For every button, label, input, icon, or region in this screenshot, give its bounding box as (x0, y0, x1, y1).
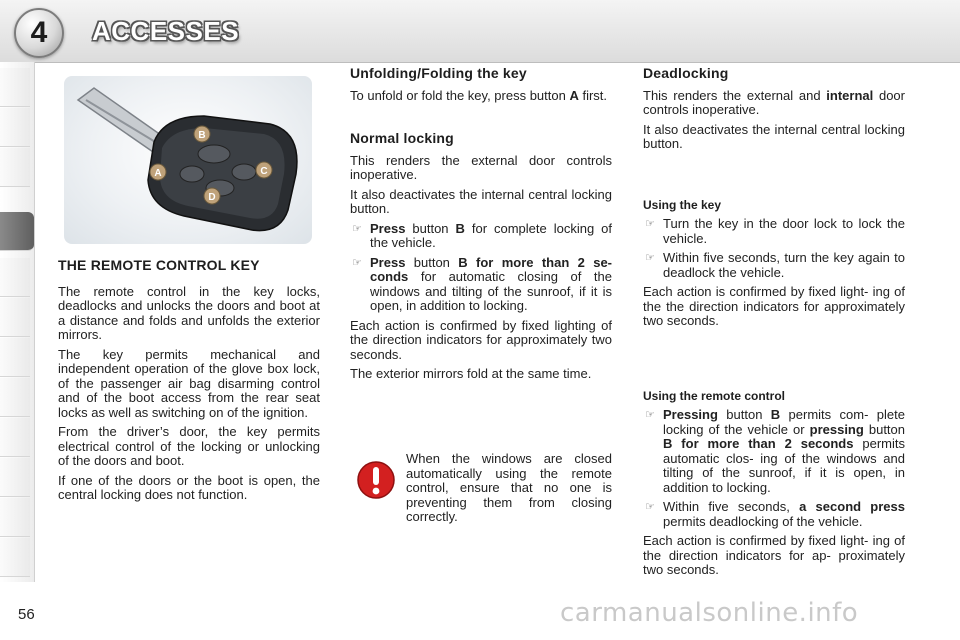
key-blade-groove (86, 100, 162, 146)
bullet-item (643, 217, 905, 246)
normal-locking-heading: Normal locking (350, 130, 454, 146)
bold-text: B (455, 220, 465, 236)
paragraph: It also deactivates the internal central locking button. (643, 121, 905, 151)
bold-text: B for more than 2 seconds (663, 436, 854, 451)
using-key-heading: Using the key (643, 197, 722, 212)
warning-note (350, 452, 612, 522)
bullet-item (350, 222, 612, 251)
chapter-tab[interactable] (0, 338, 30, 377)
bold-text: Press (370, 220, 406, 236)
chapter-tab[interactable] (0, 68, 30, 107)
paragraph: The key permits mechanical and independent operation of the glove box lock, of the passenger air bag disarming control and of the boot access from the rear seat locks as well as switching on of the ignition. (58, 346, 320, 420)
paragraph: Each action is confirmed by fixed lighting of the direction indicators for approximately two seconds. (350, 317, 612, 362)
bold-text: Press (370, 254, 406, 270)
chapter-tab[interactable] (0, 108, 30, 147)
remote-control-key-heading: THE REMOTE CONTROL KEY (58, 257, 260, 273)
label-d (204, 188, 220, 204)
text: permits automatic clos- ing of the windows and tilting of the sunroof, if it is open, in addition to locking. (663, 436, 905, 495)
watermark: carmanualsonline.info (560, 598, 859, 628)
text: button (405, 254, 459, 270)
bullet-item (643, 251, 905, 280)
bold-text: pressing (809, 421, 864, 437)
chapter-badge: 4 (14, 8, 64, 58)
text: This renders the external and (643, 87, 827, 103)
text: permits deadlocking of the vehicle. (663, 513, 863, 529)
paragraph: The exterior mirrors fold at the same time. (350, 366, 592, 381)
svg-text:B: B (198, 130, 206, 141)
text: To unfold or fold the key, press button (350, 87, 570, 103)
paragraph: This renders the external door controls inoperative. (350, 152, 612, 182)
pointing-hand-icon: ☞ (352, 256, 362, 269)
chapter-tab[interactable] (0, 458, 30, 497)
paragraph: It also deactivates the internal central locking button. (350, 186, 612, 216)
label-a (150, 164, 166, 180)
warning-icon (356, 458, 396, 502)
chapter-tab[interactable] (0, 298, 30, 337)
chapter-tab[interactable] (0, 148, 30, 187)
bold-text: B for more than 2 se- conds (370, 254, 613, 284)
bold-text: B (770, 407, 781, 422)
chapter-tab[interactable] (0, 378, 30, 417)
unfolding-text (350, 89, 612, 104)
bullet-item (643, 408, 905, 495)
remote-key-illustration (64, 76, 312, 244)
page-number: 56 (18, 606, 35, 623)
deadlocking-section (643, 66, 905, 583)
paragraph: Each action is confirmed by fixed light- ing of the the direction indicators for approximately two seconds. (643, 284, 905, 328)
middle-column (350, 66, 612, 387)
chapter-tabs (0, 62, 35, 582)
text: first. (578, 87, 608, 103)
text: for complete locking of the vehicle. (370, 220, 612, 250)
bold-text: a second press (799, 499, 905, 514)
text: permits com- plete locking of the vehicle or (663, 407, 905, 437)
button-a (180, 166, 204, 182)
paragraph: The remote control in the key locks, deadlocks and unlocks the doors and boot at a distance and folds and unfolds the exterior mirrors. (58, 283, 320, 342)
button-b (198, 145, 230, 163)
chapter-tab[interactable] (0, 498, 30, 537)
bold-text: A (569, 87, 579, 103)
pointing-hand-icon: ☞ (645, 252, 655, 264)
bullet-item (350, 256, 612, 314)
using-remote-heading: Using the remote control (643, 388, 786, 403)
paragraph: Each action is confirmed by fixed light- ing of the direction indicators for ap- proximately two seconds. (643, 533, 905, 577)
label-c (256, 162, 272, 178)
text: Within five seconds, turn the key again to deadlock the vehicle. (663, 250, 905, 280)
chapter-tab[interactable] (0, 538, 30, 577)
paragraph: If one of the doors or the boot is open, the central locking does not function. (58, 472, 320, 502)
bold-text: internal (826, 87, 874, 103)
chapter-tab[interactable] (0, 258, 30, 297)
text: button (717, 407, 771, 422)
page-title: ACCESSES (92, 16, 240, 46)
remote-control-key-section (58, 258, 320, 508)
warning-text: When the windows are closed automatically using the remote control, ensure that no one is preventing them from closing correctly. (406, 451, 612, 524)
pointing-hand-icon: ☞ (645, 501, 655, 513)
text: Turn the key in the door lock to lock the vehicle. (663, 216, 905, 246)
deadlocking-heading: Deadlocking (643, 65, 729, 81)
label-b (194, 126, 210, 142)
svg-text:D: D (208, 192, 216, 203)
pointing-hand-icon: ☞ (645, 218, 655, 230)
chapter-tab-active[interactable] (0, 212, 34, 251)
bullet-item (643, 500, 905, 529)
pointing-hand-icon: ☞ (645, 409, 655, 421)
paragraph (643, 89, 905, 118)
paragraph: From the driver’s door, the key permits electrical control of the locking or unlocking of the doors and boot. (58, 424, 320, 468)
text: Within five seconds, (663, 499, 800, 514)
text: button (405, 220, 456, 236)
bold-text: Pressing (663, 407, 718, 422)
svg-text:A: A (154, 168, 162, 179)
chapter-tab[interactable] (0, 418, 30, 457)
text: door controls inoperative. (643, 87, 905, 117)
text: for automatic closing of the windows and tilting of the sunroof, if it is open, in addition to locking. (370, 269, 612, 313)
page-header (0, 0, 960, 63)
unfolding-heading: Unfolding/Folding the key (350, 65, 527, 81)
text: button (863, 421, 905, 437)
button-c (232, 164, 256, 180)
svg-text:C: C (260, 166, 268, 177)
pointing-hand-icon: ☞ (352, 222, 362, 235)
remote-key-graphic (64, 76, 312, 244)
